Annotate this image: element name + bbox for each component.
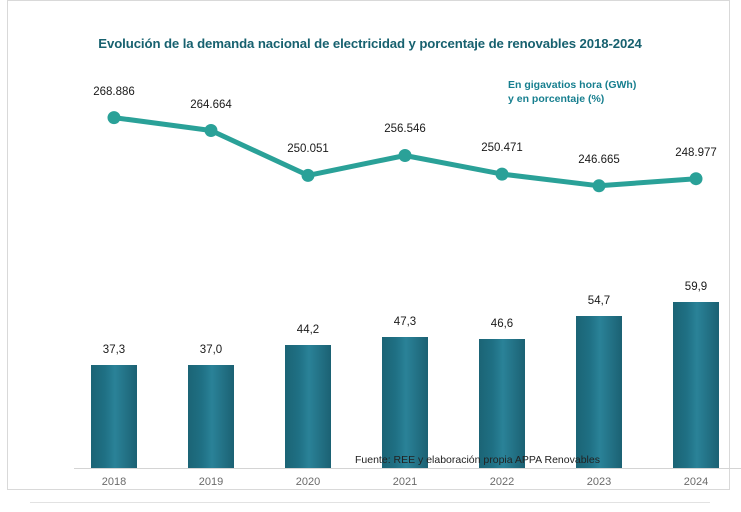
units-note-line-2: y en porcentaje (%) xyxy=(508,93,605,105)
line-data-label: 250.471 xyxy=(481,142,523,155)
x-axis-tick-label: 2022 xyxy=(489,476,515,488)
line-data-label: 250.051 xyxy=(287,143,329,156)
x-axis-tick-label: 2024 xyxy=(683,476,709,488)
line-data-label: 256.546 xyxy=(384,123,426,136)
x-axis-tick-label: 2020 xyxy=(295,476,321,488)
bar-data-label: 59,9 xyxy=(684,280,708,293)
chart-title: Evolución de la demanda nacional de electricidad y porcentaje de renovables 2018-2024 xyxy=(98,36,642,51)
line-data-label: 246.665 xyxy=(578,153,620,166)
frame-border-top xyxy=(7,0,730,1)
x-axis-tick-label: 2018 xyxy=(101,476,127,488)
footer-divider xyxy=(30,502,710,503)
x-axis-line xyxy=(74,468,741,469)
x-axis-tick-label: 2019 xyxy=(198,476,224,488)
bar-data-label: 44,2 xyxy=(296,324,320,337)
bar-data-label: 37,0 xyxy=(199,344,223,357)
bar-data-label: 47,3 xyxy=(393,315,417,328)
line-data-label: 264.664 xyxy=(190,98,232,111)
line-data-label: 268.886 xyxy=(93,85,135,98)
x-axis-tick-label: 2023 xyxy=(586,476,612,488)
frame-border-right xyxy=(729,0,730,490)
frame-border-bottom xyxy=(7,489,730,490)
units-note-line-1: En gigavatios hora (GWh) xyxy=(508,79,637,91)
bar-data-label: 37,3 xyxy=(102,343,126,356)
line-data-label: 248.977 xyxy=(675,146,717,159)
x-axis-tick-label: 2021 xyxy=(392,476,418,488)
bar-data-label: 54,7 xyxy=(587,295,611,308)
source-note: Fuente: REE y elaboración propia APPA Renovables xyxy=(355,454,600,466)
bar-data-label: 46,6 xyxy=(490,317,514,330)
frame-border-left xyxy=(7,0,8,490)
